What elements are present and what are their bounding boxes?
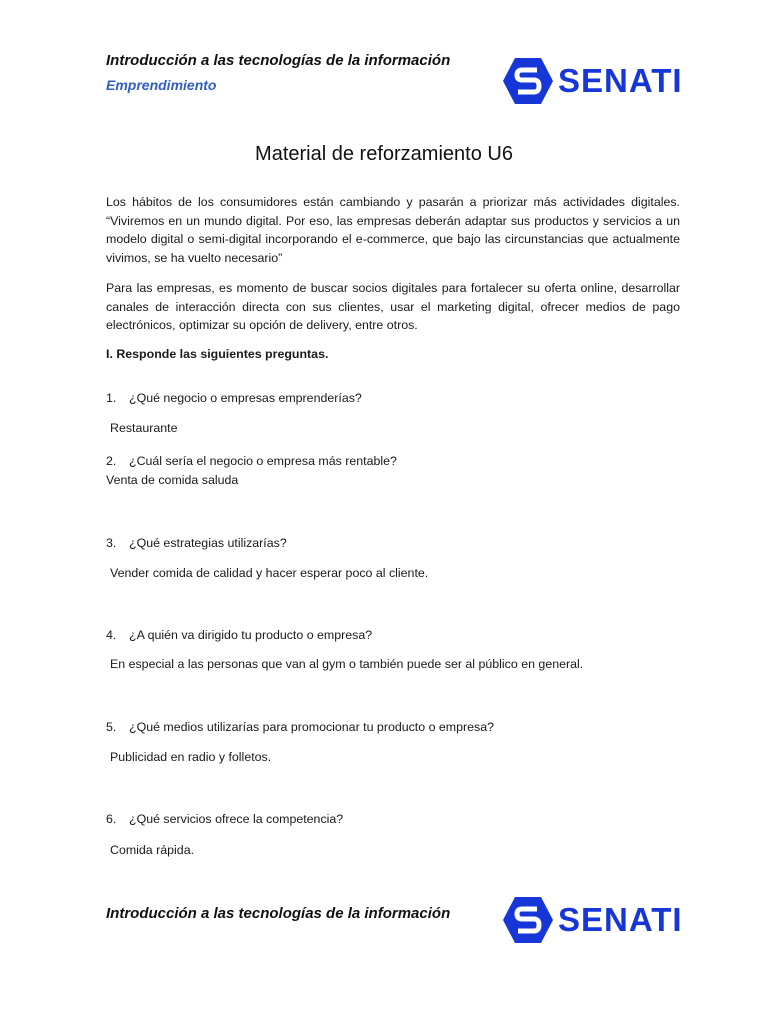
question-3 bbox=[106, 536, 287, 550]
question-number: 3. bbox=[106, 536, 117, 550]
answer-5: Publicidad en radio y folletos. bbox=[110, 750, 272, 764]
answer-2: Venta de comida saluda bbox=[106, 473, 239, 487]
question-number: 5. bbox=[106, 720, 117, 734]
answer-1: Restaurante bbox=[110, 421, 178, 435]
senati-emblem-icon bbox=[502, 896, 554, 944]
senati-emblem-icon bbox=[502, 57, 554, 105]
intro-paragraph-2: Para las empresas, es momento de buscar socios digitales para fortalecer su oferta online, desarrollar canales de interacción directa con sus clientes, usar el marketing digital, ofrecer medios de pago electrónicos, optimizar su opción de delivery, entre otros. bbox=[106, 281, 680, 333]
document-title: Material de reforzamiento U6 bbox=[255, 143, 513, 165]
question-text: ¿Qué negocio o empresas emprenderías? bbox=[129, 391, 362, 405]
question-4 bbox=[106, 628, 372, 642]
question-text: ¿Qué medios utilizarías para promocionar tu producto o empresa? bbox=[129, 720, 495, 734]
senati-logo-footer bbox=[502, 896, 683, 944]
question-number: 4. bbox=[106, 628, 117, 642]
question-number: 6. bbox=[106, 812, 117, 826]
question-2 bbox=[106, 454, 397, 468]
question-6 bbox=[106, 812, 343, 826]
course-subtitle: Emprendimiento bbox=[106, 77, 217, 93]
question-5 bbox=[106, 720, 494, 734]
senati-logo-text: SENATI bbox=[558, 62, 683, 99]
question-text: ¿Qué servicios ofrece la competencia? bbox=[129, 812, 344, 826]
senati-logo bbox=[502, 57, 683, 105]
question-number: 1. bbox=[106, 391, 117, 405]
question-text: ¿Cuál sería el negocio o empresa más rentable? bbox=[129, 454, 397, 468]
footer-course-title: Introducción a las tecnologías de la información bbox=[106, 905, 451, 922]
section-heading: I. Responde las siguientes preguntas. bbox=[106, 347, 329, 361]
question-text: ¿Qué estrategias utilizarías? bbox=[129, 536, 287, 550]
answer-6: Comida rápida. bbox=[110, 843, 195, 857]
answer-3: Vender comida de calidad y hacer esperar poco al cliente. bbox=[110, 566, 429, 580]
question-text: ¿A quién va dirigido tu producto o empresa? bbox=[129, 628, 373, 642]
question-number: 2. bbox=[106, 454, 117, 468]
question-1 bbox=[106, 391, 362, 405]
answer-4: En especial a las personas que van al gym o también puede ser al público en general. bbox=[110, 657, 584, 671]
intro-paragraph-1: Los hábitos de los consumidores están cambiando y pasarán a priorizar más actividades digitales. “Viviremos en un mundo digital. Por eso, las empresas deberán adaptar sus productos y servicios a un modelo digital o semi-digital incorporando el e-commerce, que bajo las circunstancias que actualmente vivimos, se ha vuelto necesario” bbox=[106, 195, 680, 266]
senati-logo-text: SENATI bbox=[558, 901, 683, 938]
course-title: Introducción a las tecnologías de la información bbox=[106, 52, 451, 69]
